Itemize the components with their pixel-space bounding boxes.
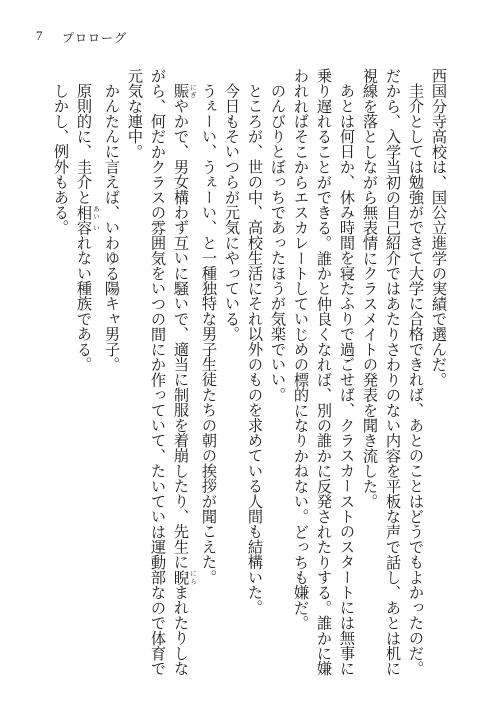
paragraph: ところが、世の中、高校生活にそれ以外のものを求めている人間も結構いた。	[246, 83, 264, 616]
running-head: プロローグ	[62, 31, 128, 45]
paragraph: 今日もそいつらが元気にやっている。	[223, 83, 241, 342]
body-text	[36, 68, 450, 678]
furigana: 容 い	[75, 220, 100, 236]
paragraph: 圭介としては勉強ができて大学に合格できれば、あとのことはどうでもよかったのだ。	[407, 83, 425, 676]
paragraph: だから、入学当初の自己紹介ではあたりさわりのない内容を平板な声で話し、あとは机に視線を落としながら無表情にクラスメイトの発表を聞き流した。	[361, 68, 402, 676]
paragraph: あとは何日か、休み時間を寝たふりで過ごせば、クラスカーストのスタートには無事に乗り遅れることができる。誰かと仲良くなれば、別の誰かに反発されたりする。誰かに嫌われればそこからエスカレートしていじめの標的になりかねない。どっちも嫌だ。	[292, 68, 356, 676]
paragraph: のんびりとぼっちであったほうが気楽でいい。	[269, 83, 287, 403]
paragraph: 西国分寺高校は、国公立進学の実績で選んだ。	[430, 68, 448, 388]
paragraph: 原則的に、圭介と相 あい容 いれない種族である。	[75, 83, 100, 373]
furigana: 賑 にぎ	[172, 83, 197, 99]
paragraph: かんたんに言えば、いわゆる陽キャ男子。	[103, 83, 121, 372]
paragraph: うぇーい、うぇーい、と一種独特な男子生徒たちの朝の挨拶が聞こえた。	[200, 83, 218, 585]
furigana: 睨 にら	[172, 569, 197, 585]
paragraph: 賑 にぎやかで、男女構わず互いに騒いで、適当に制服を着崩したり、先生に睨 にらまれたりしながら、何だかクラスの雰囲気をいつの間にか作っていて、たいていは運動部なので体育で元気な連中。	[126, 68, 197, 676]
furigana: 相 あい	[75, 204, 100, 220]
page-number: 7	[36, 28, 43, 43]
paragraph: しかし、例外もある。	[52, 83, 70, 236]
